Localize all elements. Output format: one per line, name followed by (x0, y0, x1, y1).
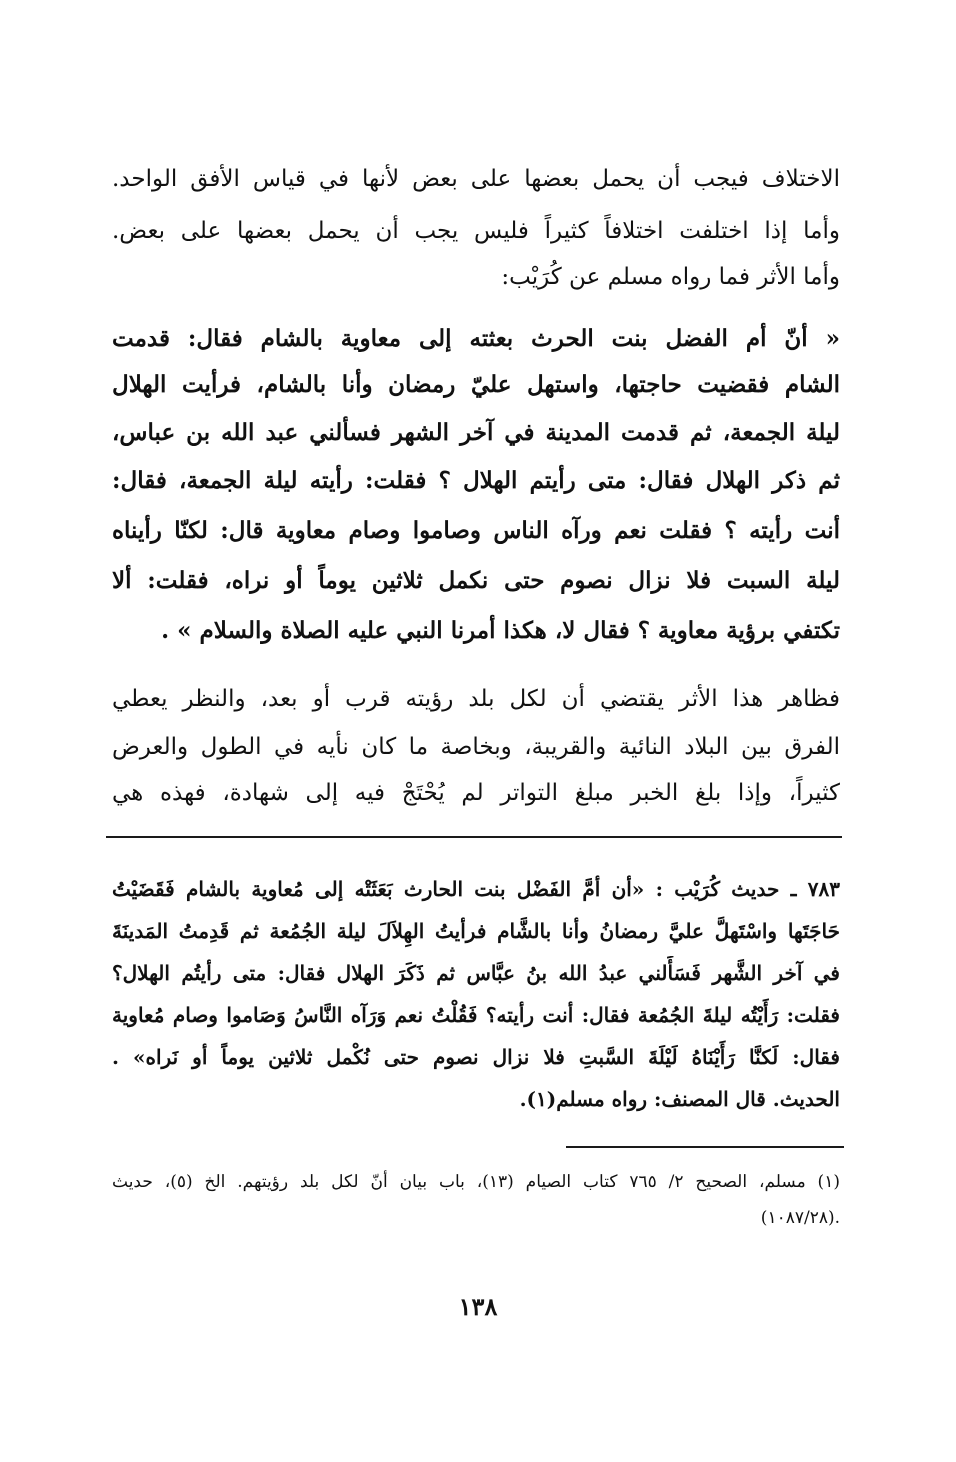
quote-line: الشام فقضيت حاجتها، واستهل عليّ رمضان وأنا بالشام، فرأيت الهلال (112, 371, 840, 398)
hadith-line: فقال: لَكنَّا رَأَيْنَاهُ لَيْلَةَ السَّبتِ فلا نزال نصوم حتى نُكْمل ثلاثين يوماً أو نَراه» . (112, 1045, 840, 1069)
quote-line: « أنّ أم الفضل بنت الحرث بعثته إلى معاوية بالشام فقال: قدمت (112, 325, 840, 352)
hadith-line: ٧٨٣ ـ حديث كُرَيْب : «أن أمَّ الفَضْل بنت الحارث بَعَثَتْه إلى مُعاوية بالشام فَقَضَيْتُ (112, 877, 840, 901)
page-number: ١٣٨ (458, 1292, 498, 1321)
hadith-line: الحديث. قال المصنف: رواه مسلم(١). (519, 1087, 840, 1111)
quote-line: ليلة الجمعة، ثم قدمت المدينة في آخر الشهر فسألني عبد الله بن عباس، (112, 419, 840, 446)
intro-line: الاختلاف فيجب أن يحمل بعضها على بعض لأنها في قياس الأفق الواحد. (112, 166, 840, 192)
separator-rule (106, 836, 842, 838)
quote-line: أنت رأيته ؟ فقلت نعم ورآه الناس وصاموا وصام معاوية قال: لكنّا رأيناه (112, 517, 840, 544)
footnote-line: (١) مسلم، الصحيح ٢/ ٧٦٥ كتاب الصيام (١٣)، باب بيان أنّ لكل بلد رؤيتهم. الخ (٥)، حديث (112, 1172, 840, 1192)
hadith-line: حَاجَتَها واسْتَهلَّ عليَّ رمضانُ وأنا بالشَّام فرأيتُ الهِلاَلَ ليلة الجُمُعة ثم قَدِمتُ المَدينَةَ (112, 919, 840, 943)
quote-line: ليلة السبت فلا نزال نصوم حتى نكمل ثلاثين يوماً أو نراه، فقلت: ألا (112, 567, 840, 594)
quote-line: تكتفي برؤية معاوية ؟ فقال لا، هكذا أمرنا النبي عليه الصلاة والسلام » . (161, 617, 840, 644)
hadith-line: فقلت: رَأَيْتُه ليلةَ الجُمُعة فقال: أنت رأيته؟ فَقُلْتُ نعم وَرَآه النَّاسُ وَصَاموا وصام مُعاوية (112, 1003, 840, 1027)
body-line: كثيراً، وإذا بلغ الخبر مبلغ التواتر لم يُحْتَجْ فيه إلى شهادة، فهذه هي (112, 780, 840, 806)
hadith-line: في آخر الشَّهر فَسَأَلني عبدُ الله بنُ عبَّاس ثم ذَكَرَ الهلال فقال: متى رأيتُم الهلال؟ (112, 961, 840, 985)
intro-line: وأما الأثر فما رواه مسلم عن كُرَيْب: (501, 264, 840, 290)
body-line: فظاهر هذا الأثر يقتضي أن لكل بلد رؤيته قرب أو بعد، والنظر يعطي (112, 686, 840, 712)
footnote-rule (566, 1146, 844, 1148)
quote-line: ثم ذكر الهلال فقال: متى رأيتم الهلال ؟ فقلت: رأيته ليلة الجمعة، فقال: (112, 467, 840, 494)
body-line: الفرق بين البلاد النائية والقريبة، وبخاصة ما كان نأيه في الطول والعرض (112, 734, 840, 760)
footnote-line: (١٠٨٧/٢٨). (760, 1208, 840, 1228)
intro-line: وأما إذا اختلفت اختلافاً كثيراً فليس يجب أن يحمل بعضها على بعض. (112, 218, 840, 244)
